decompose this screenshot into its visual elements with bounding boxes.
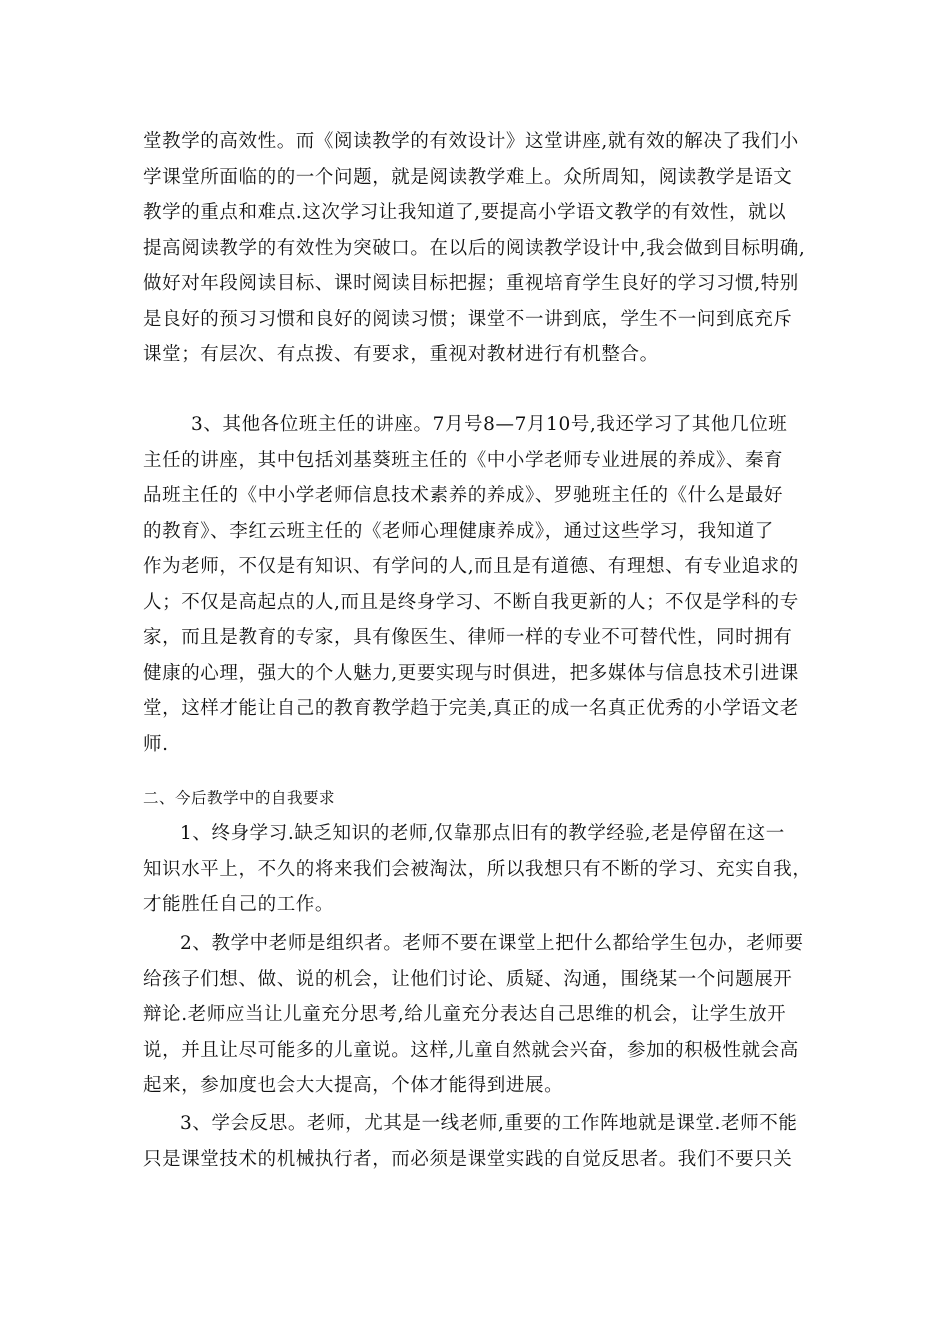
text-line: 人；不仅是高起点的人,而且是终身学习、不断自我更新的人；不仅是学科的专 — [143, 591, 799, 613]
text-line: 堂教学的高效性。而《阅读教学的有效设计》这堂讲座,就有效的解决了我们小 — [143, 131, 799, 152]
text-line: 作为老师，不仅是有知识、有学问的人,而且是有道德、有理想、有专业追求的 — [143, 556, 799, 577]
section-heading: 二、今后教学中的自我要求 — [143, 789, 336, 807]
text-line: 1、终身学习.缺乏知识的老师,仅靠那点旧有的教学经验,老是停留在这一 — [180, 823, 785, 844]
text-line: 堂，这样才能让自己的教育教学趋于完美,真正的成一名真正优秀的小学语文老 — [143, 698, 799, 719]
text-line: 起来，参加度也会大大提高，个体才能得到进展。 — [143, 1075, 564, 1096]
text-line: 家，而且是教育的专家，具有像医生、律师一样的专业不可替代性，同时拥有 — [143, 627, 793, 648]
text-line: 课堂；有层次、有点拨、有要求，重视对教材进行有机整合。 — [143, 344, 659, 365]
paragraph-reading-lecture — [143, 124, 823, 373]
text-line: 知识水平上，不久的将来我们会被淘汰，所以我想只有不断的学习、充实自我， — [143, 858, 812, 880]
text-line: 品班主任的《中小学老师信息技术素养的养成》、罗驰班主任的《什么是最好 — [143, 485, 784, 506]
text-line: 师. — [143, 733, 169, 755]
text-line: 2、教学中老师是组织者。老师不要在课堂上把什么都给学生包办，老师要 — [180, 933, 804, 954]
paragraph-other-lectures — [143, 407, 823, 762]
text-line: 主任的讲座，其中包括刘基葵班主任的《中小学老师专业进展的养成》、秦育 — [143, 449, 784, 471]
text-line: 学课堂所面临的的一个问题，就是阅读教学难上。众所周知，阅读教学是语文 — [143, 166, 793, 188]
text-line: 健康的心理，强大的个人魅力,更要实现与时俱进，把多媒体与信息技术引进课 — [143, 662, 799, 684]
text-line: 辩论.老师应当让儿童充分思考,给儿童充分表达自己思维的机会，让学生放开 — [143, 1004, 787, 1025]
text-line: 3、其他各位班主任的讲座。7月号8—7月10号,我还学习了其他几位班 — [191, 414, 788, 435]
text-line: 提高阅读教学的有效性为突破口。在以后的阅读教学设计中,我会做到目标明确, — [143, 237, 806, 259]
text-line: 是良好的预习习惯和良好的阅读习惯；课堂不一讲到底，学生不一问到底充斥 — [143, 308, 793, 330]
paragraph-lifelong-learning — [143, 816, 823, 923]
text-line: 只是课堂技术的机械执行者，而必须是课堂实践的自觉反思者。我们不要只关 — [143, 1148, 793, 1170]
text-line: 教学的重点和难点.这次学习让我知道了,要提高小学语文教学的有效性，就以 — [143, 202, 787, 223]
paragraph-teacher-organizer — [143, 926, 823, 1104]
text-line: 给孩子们想、做、说的机会，让他们讨论、质疑、沟通，围绕某一个问题展开 — [143, 968, 793, 990]
text-line: 的教育》、李红云班主任的《老师心理健康养成》，通过这些学习，我知道了 — [143, 520, 774, 542]
text-line: 3、学会反思。老师，尤其是一线老师,重要的工作阵地就是课堂.老师不能 — [180, 1113, 798, 1134]
text-line: 说，并且让尽可能多的儿童说。这样,儿童自然就会兴奋，参加的积极性就会高 — [143, 1039, 799, 1061]
text-line: 做好对年段阅读目标、课时阅读目标把握；重视培育学生良好的学习习惯,特别 — [143, 273, 799, 294]
paragraph-reflection — [143, 1106, 823, 1177]
text-line: 才能胜任自己的工作。 — [143, 894, 335, 915]
